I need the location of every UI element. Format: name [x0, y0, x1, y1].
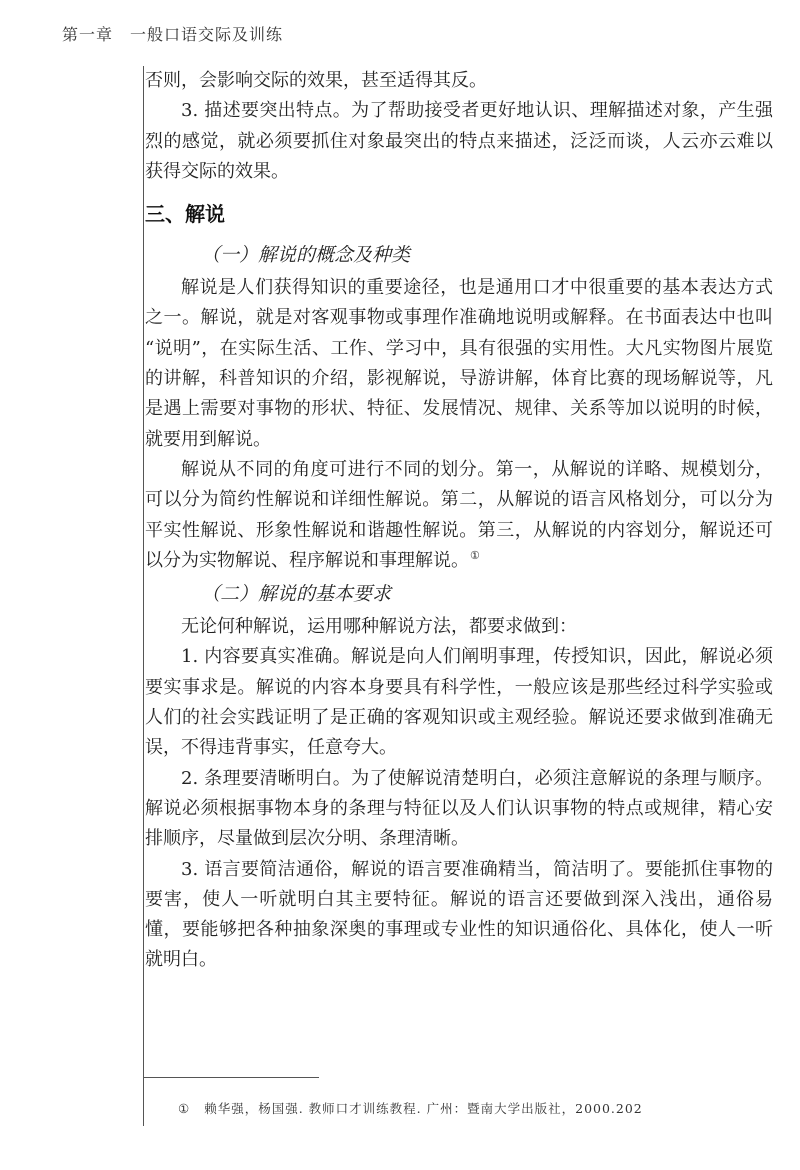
paragraph-requirement-3: 3. 语言要简洁通俗，解说的语言要准确精当，简洁明了。要能抓住事物的要害，使人一听就明白其主要特征。解说的语言还要做到深入浅出，通俗易懂，要能够把各种抽象深奥的事理或专业性的知识通俗化、具体化，使人一听就明白。 — [145, 858, 773, 971]
page-body — [145, 66, 773, 976]
footnote — [178, 1099, 643, 1117]
paragraph-describe-features: 3. 描述要突出特点。为了帮助接受者更好地认识、理解描述对象，产生强烈的感觉，就必须要抓住对象最突出的特点来描述，泛泛而谈，人云亦云难以获得交际的效果。 — [145, 100, 773, 182]
paragraph-requirements-intro: 无论何种解说，运用哪种解说方法，都要求做到： — [181, 616, 577, 638]
footnote-reference: ① — [470, 548, 480, 562]
paragraph-requirement-2: 2. 条理要清晰明白。为了使解说清楚明白，必须注意解说的条理与顺序。解说必须根据事物本身的条理与特征以及人们认识事物的特点或规律，精心安排顺序，尽量做到层次分明、条理清晰。 — [145, 767, 773, 850]
paragraph-requirement-1: 1. 内容要真实准确。解说是向人们阐明事理，传授知识，因此，解说必须要实事求是。解说的内容本身要具有科学性，一般应该是那些经过科学实验或人们的社会实践证明了是正确的客观知识或主观经验。解说还要求做到准确无误，不得违背事实，任意夸大。 — [145, 646, 773, 759]
paragraph-classification — [145, 455, 773, 576]
subheading-basic-requirements: （二）解说的基本要求 — [201, 583, 392, 606]
margin-rule — [143, 66, 144, 1126]
paragraph-definition: 解说是人们获得知识的重要途径，也是通用口才中很重要的基本表达方式之一。解说，就是对客观事物或事理作准确地说明或解释。在书面表达中也叫 “说明”，在实际生活、工作、学习中，具有很强的实用性。大凡实物图片展览的讲解，科普知识的介绍，影视解说，导游讲解，体育比赛的现场解说等，凡是遇上需要对事物的形状、特征、发展情况、规律、关系等加以说明的时候，就要用到解说。 — [145, 277, 773, 450]
footnote-rule — [143, 1077, 319, 1078]
paragraph-continuation: 否则，会影响交际的效果，甚至适得其反。 — [145, 70, 487, 91]
subheading-concept-types: （一）解说的概念及种类 — [201, 244, 411, 267]
footnote-text: 赖华强，杨国强. 教师口才训练教程. 广州：暨南大学出版社，2000.202 — [204, 1101, 643, 1116]
footnote-mark: ① — [178, 1101, 191, 1116]
paragraph-classification-text: 解说从不同的角度可进行不同的划分。第一，从解说的详略、规模划分，可以分为简约性解说和详细性解说。第二，从解说的语言风格划分，可以分为平实性解说、形象性解说和谐趣性解说。第三，从解说的内容划分，解说还可以分为实物解说、程序解说和事理解说。 — [145, 458, 773, 571]
section-heading: 三、解说 — [145, 202, 225, 227]
running-header: 第一章 一般口语交际及训练 — [62, 25, 284, 44]
